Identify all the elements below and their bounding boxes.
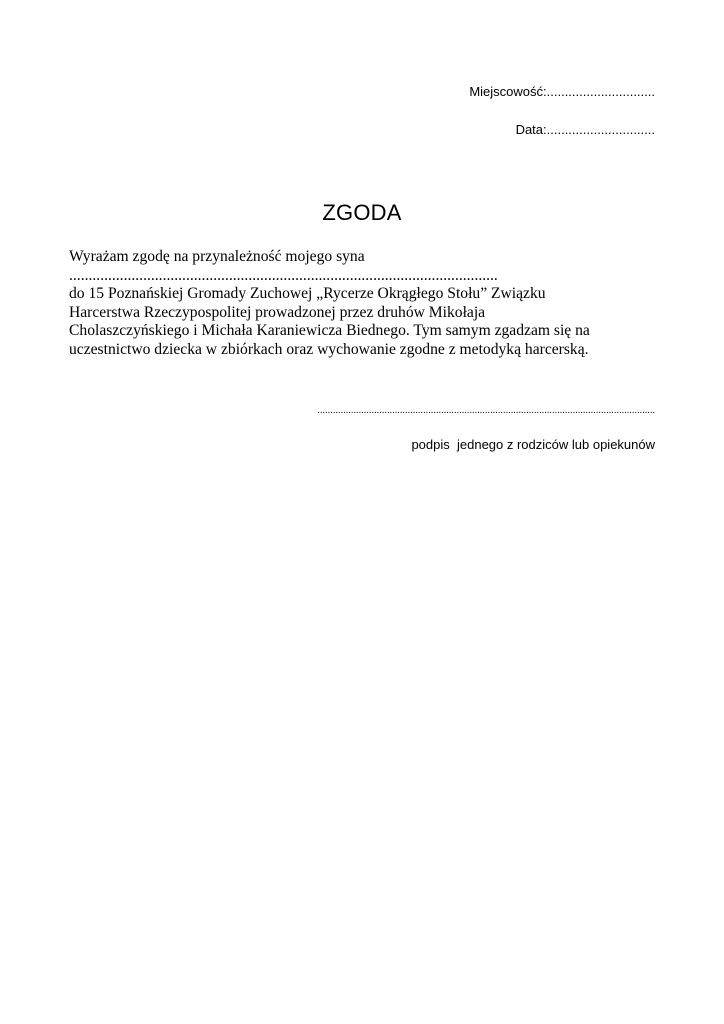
child-name-blank: ..............................................................................................................	[69, 266, 498, 284]
signature-line: ...................................................................................................................................	[317, 405, 655, 416]
paragraph-line: uczestnictwo dziecka w zbiórkach oraz wychowanie zgodne z metodyką harcerską.	[69, 340, 589, 358]
place-field: Miejscowość:..............................	[469, 84, 655, 99]
paragraph-line: Wyrażam zgodę na przynależność mojego syna	[69, 248, 365, 265]
document-title: ZGODA	[322, 200, 402, 225]
consent-paragraph	[69, 248, 659, 360]
date-field: Data:..............................	[515, 122, 655, 137]
signature-caption: podpis jednego z rodziców lub opiekunów	[411, 437, 655, 452]
paragraph-line: do 15 Poznańskiej Gromady Zuchowej „Rycerze Okrągłego Stołu” Związku	[69, 285, 546, 303]
paragraph-line: Cholaszczyńskiego i Michała Karaniewicza Biednego. Tym samym zgadzam się na	[69, 322, 590, 340]
paragraph-line: Harcerstwa Rzeczypospolitej prowadzonej przez druhów Mikołaja	[69, 303, 486, 321]
